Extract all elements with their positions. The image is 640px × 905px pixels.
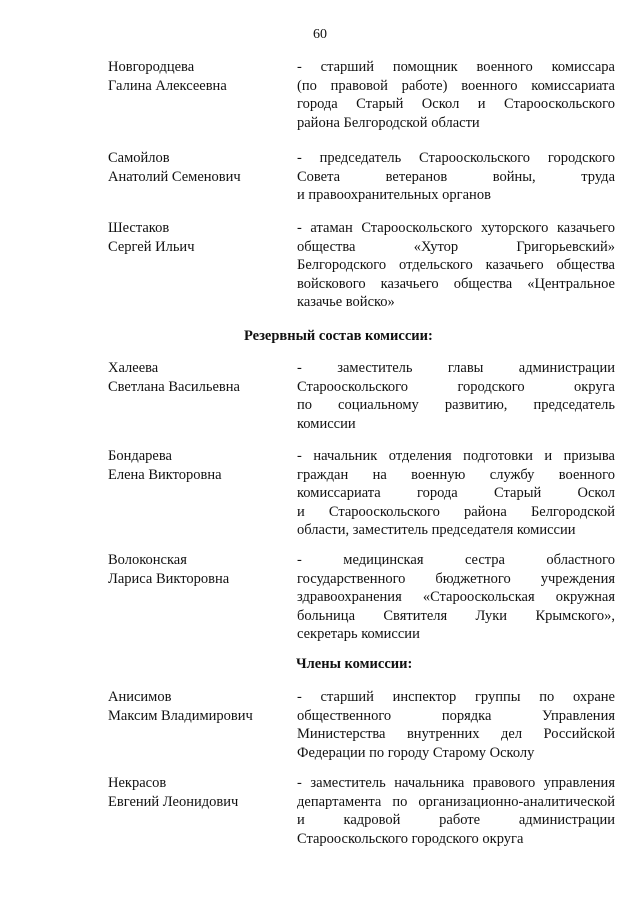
position-line: общества «Хутор Григорьевский» bbox=[297, 238, 615, 255]
position-line: (по правовой работе) военного комиссариата bbox=[297, 77, 615, 94]
position-line: граждан на военную службу военного bbox=[297, 466, 615, 483]
member-given-names: Евгений Леонидович bbox=[108, 794, 239, 810]
member-position bbox=[297, 359, 615, 433]
position-line: - заместитель главы администрации bbox=[297, 360, 615, 376]
member-name bbox=[108, 774, 283, 812]
member-name bbox=[108, 149, 283, 187]
member-surname: Анисимов bbox=[108, 689, 172, 705]
position-line: - атаман Старооскольского хуторского казачьего bbox=[297, 220, 615, 236]
position-line: - старший помощник военного комиссара bbox=[297, 59, 615, 75]
member-given-names: Максим Владимирович bbox=[108, 708, 253, 724]
position-line: области, заместитель председателя комиссии bbox=[297, 522, 576, 538]
member-surname: Шестаков bbox=[108, 220, 170, 236]
position-line: больница Святителя Луки Крымского», bbox=[297, 607, 615, 624]
position-line: Старооскольского городского округа bbox=[297, 830, 524, 847]
position-line: и кадровой работе администрации bbox=[297, 812, 615, 828]
member-surname: Бондарева bbox=[108, 448, 172, 464]
position-line: - медицинская сестра областного bbox=[297, 552, 615, 568]
position-line: Совета ветеранов войны, труда bbox=[297, 168, 615, 185]
position-line: Министерства внутренних дел Российской bbox=[297, 726, 615, 742]
page-number: 60 bbox=[313, 27, 327, 42]
position-line: секретарь комиссии bbox=[297, 626, 420, 642]
position-line: и правоохранительных органов bbox=[297, 187, 491, 203]
position-line: - старший инспектор группы по охране bbox=[297, 689, 615, 705]
position-line: комиссариата города Старый Оскол bbox=[297, 485, 615, 501]
member-given-names: Сергей Ильич bbox=[108, 239, 195, 255]
member-name bbox=[108, 359, 283, 397]
position-line: по социальному развитию, председатель bbox=[297, 397, 615, 413]
position-line: города Старый Оскол и Старооскольского bbox=[297, 96, 615, 112]
position-line: Белгородского отдельского казачьего общества bbox=[297, 257, 615, 273]
member-surname: Халеева bbox=[108, 360, 159, 376]
member-position bbox=[297, 447, 615, 540]
position-line: и Старооскольского района Белгородской bbox=[297, 503, 615, 520]
member-surname: Новгородцева bbox=[108, 59, 195, 75]
position-line: здравоохранения «Старооскольская окружная bbox=[297, 589, 615, 605]
heading-reserve: Резервный состав комиссии: bbox=[244, 328, 433, 344]
position-line: государственного бюджетного учреждения bbox=[297, 570, 615, 587]
position-line: Старооскольского городского округа bbox=[297, 378, 615, 395]
member-name bbox=[108, 688, 283, 726]
position-line: войскового казачьего общества «Центральное bbox=[297, 275, 615, 292]
member-given-names: Светлана Васильевна bbox=[108, 379, 240, 395]
position-line: - начальник отделения подготовки и призыва bbox=[297, 448, 615, 464]
position-line: района Белгородской области bbox=[297, 114, 480, 131]
member-position bbox=[297, 774, 615, 848]
position-line: комиссии bbox=[297, 415, 356, 432]
member-surname: Некрасов bbox=[108, 775, 167, 791]
member-given-names: Елена Викторовна bbox=[108, 467, 222, 483]
position-line: Федерации по городу Старому Осколу bbox=[297, 744, 535, 761]
member-surname: Волоконская bbox=[108, 552, 187, 568]
member-surname: Самойлов bbox=[108, 150, 170, 166]
member-position bbox=[297, 149, 615, 205]
member-name bbox=[108, 219, 283, 257]
position-line: казачье войско» bbox=[297, 294, 395, 310]
member-position bbox=[297, 551, 615, 644]
member-given-names: Галина Алексеевна bbox=[108, 78, 227, 94]
member-position bbox=[297, 219, 615, 312]
member-name bbox=[108, 551, 283, 589]
member-name bbox=[108, 447, 283, 485]
position-line: - заместитель начальника правового управления bbox=[297, 775, 615, 791]
heading-members: Члены комиссии: bbox=[296, 656, 413, 672]
member-name bbox=[108, 58, 283, 96]
member-position bbox=[297, 688, 615, 762]
position-line: общественного порядка Управления bbox=[297, 707, 615, 724]
position-line: - председатель Старооскольского городского bbox=[297, 150, 615, 166]
member-given-names: Анатолий Семенович bbox=[108, 169, 241, 185]
member-position bbox=[297, 58, 615, 132]
position-line: департамента по организационно-аналитической bbox=[297, 793, 615, 810]
member-given-names: Лариса Викторовна bbox=[108, 571, 230, 587]
